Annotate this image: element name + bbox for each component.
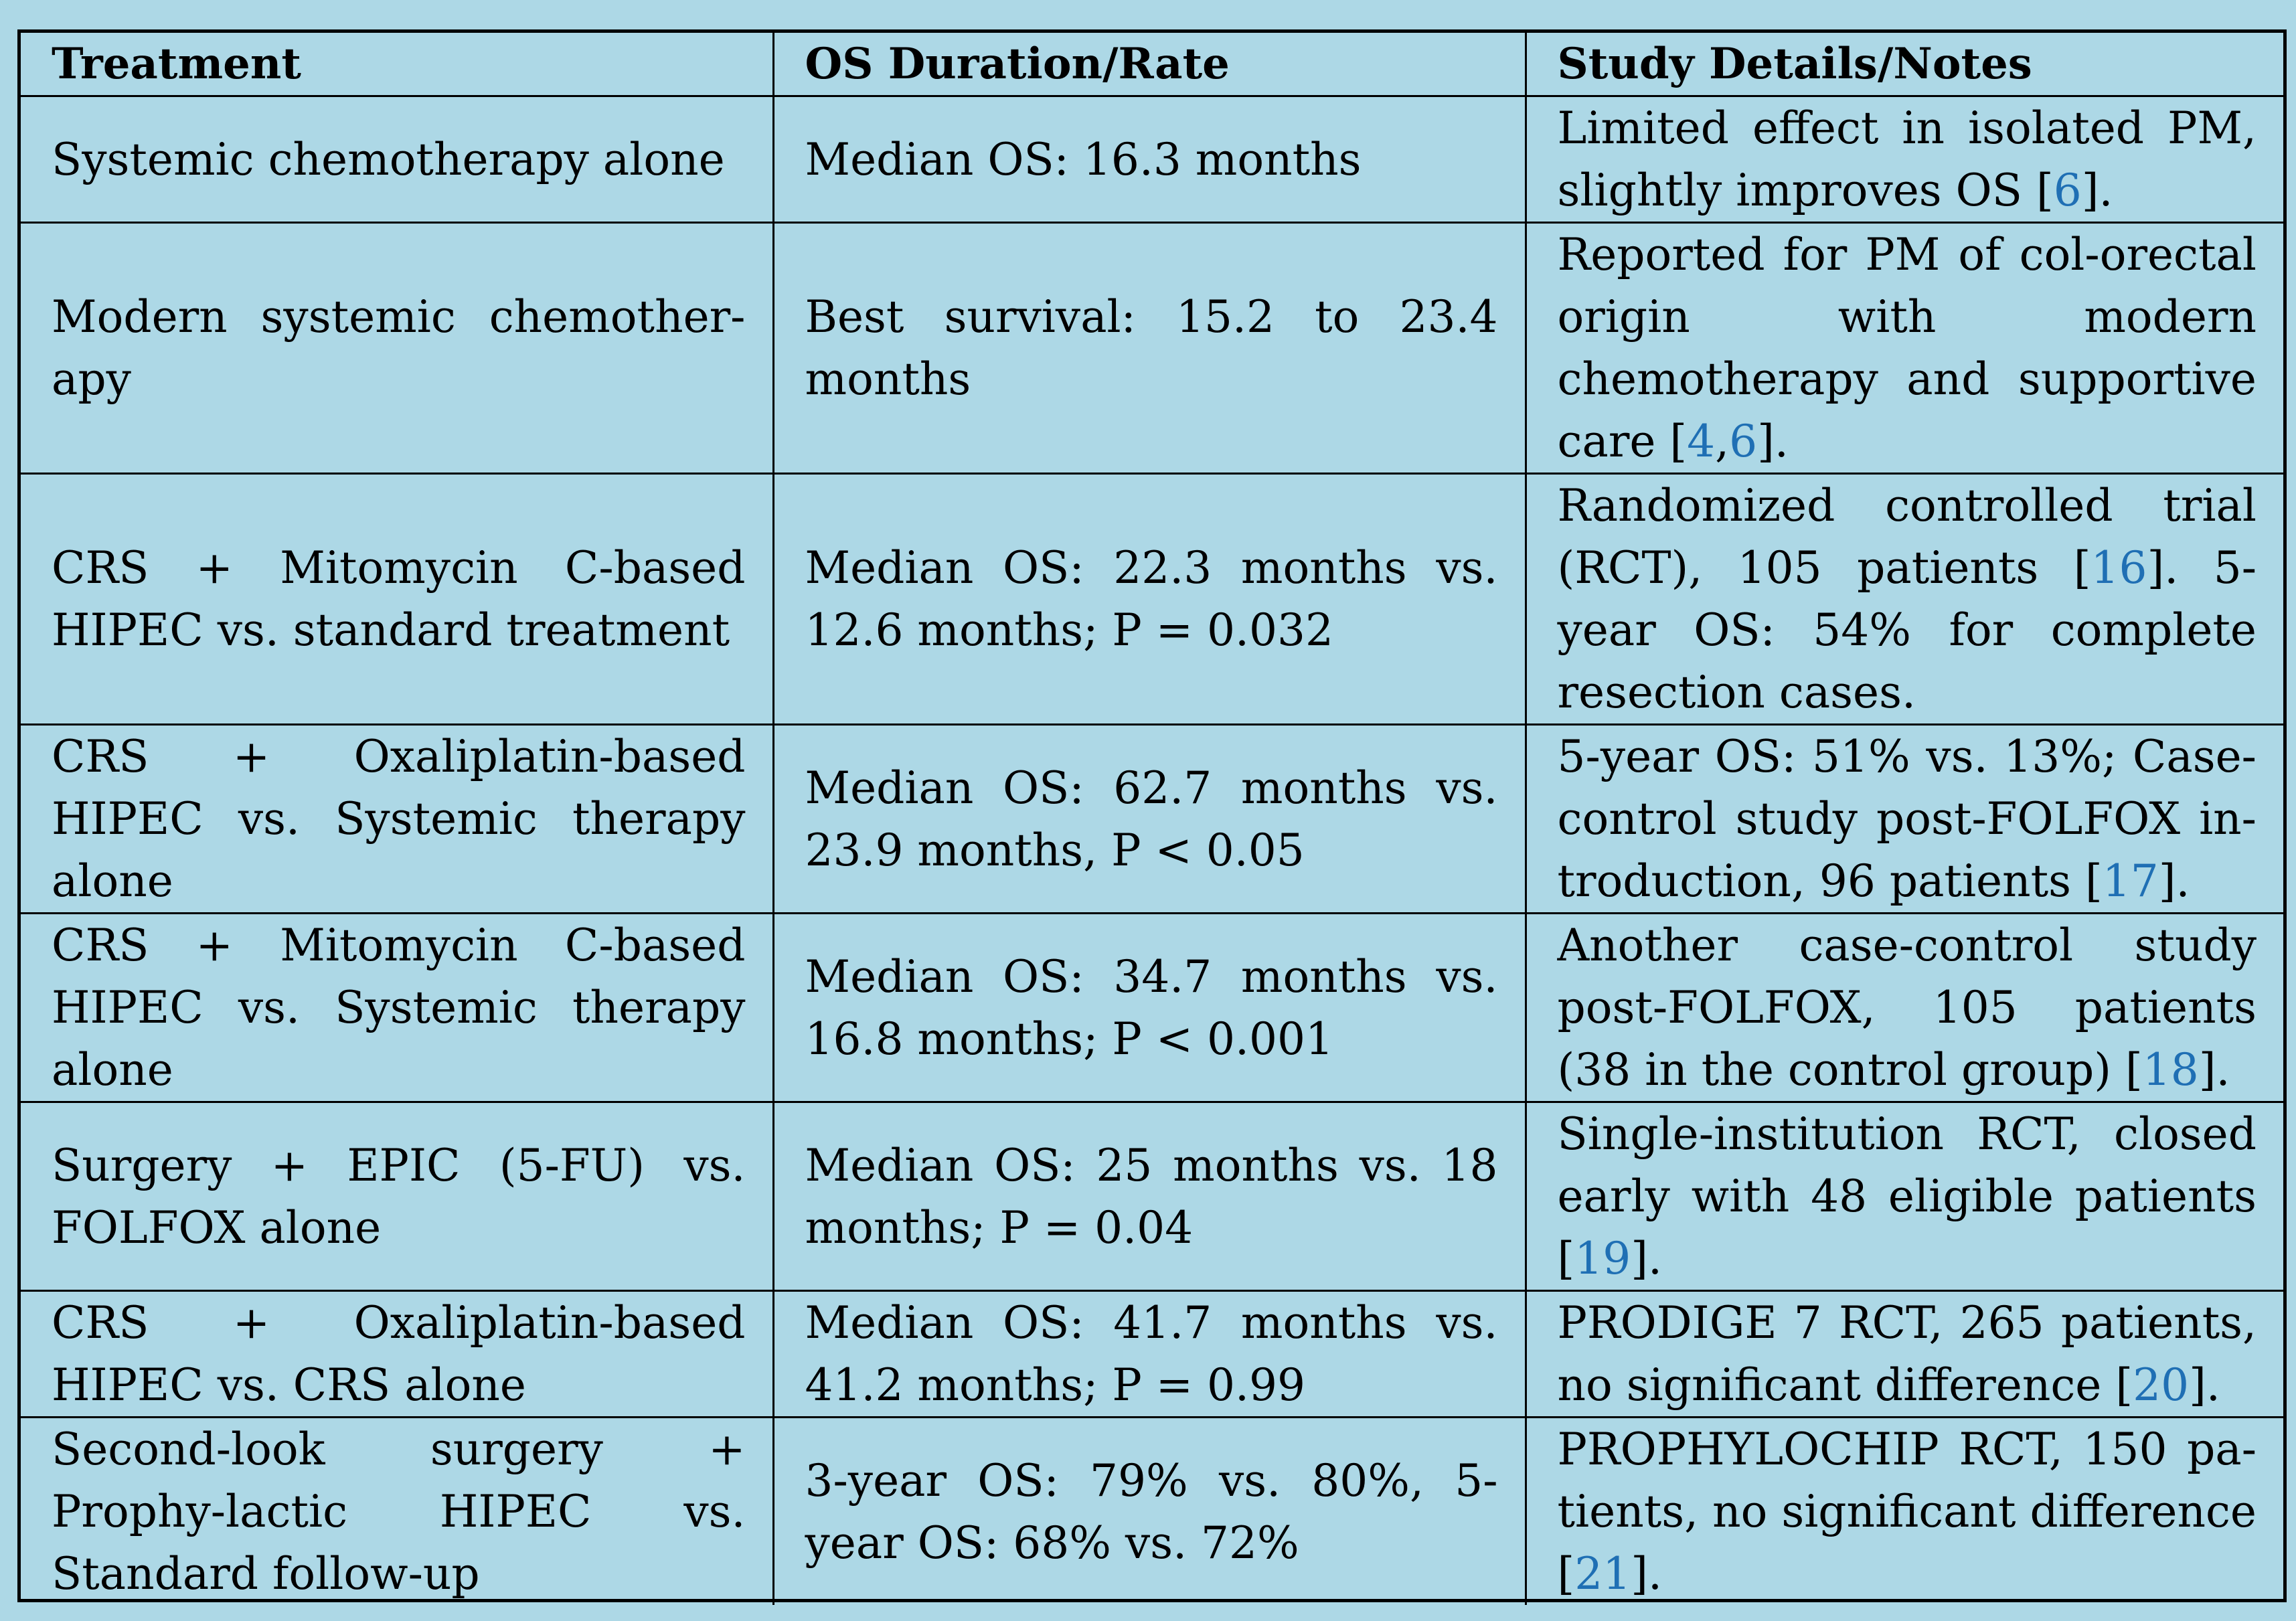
citation-link[interactable]: 17: [2102, 855, 2159, 907]
citation-link[interactable]: 16: [2090, 542, 2147, 594]
os-cell: Median OS: 34.7 months vs. 16.8 months; P < 0.001: [773, 914, 1526, 1102]
table-row: [21, 1291, 2283, 1418]
notes-cell: [1526, 1102, 2283, 1291]
citation-link[interactable]: 19: [1574, 1233, 1631, 1284]
citation-link[interactable]: 21: [1574, 1548, 1631, 1600]
notes-text: PRODIGE 7 RCT, 265 patients, no significant difference [: [1557, 1297, 2257, 1411]
table-row: [21, 725, 2283, 914]
notes-text: Randomized controlled trial (RCT), 105 patients [: [1557, 480, 2257, 594]
citation-link[interactable]: 20: [2133, 1359, 2190, 1411]
os-cell: Median OS: 62.7 months vs. 23.9 months, P < 0.05: [773, 725, 1526, 914]
notes-cell: [1526, 96, 2283, 223]
treatment-cell: CRS + Mitomycin C-based HIPEC vs. standard treatment: [21, 474, 773, 725]
notes-text: PROPHYLOCHIP RCT, 150 pa-tients, no significant difference [: [1557, 1424, 2257, 1600]
citation-link[interactable]: 4: [1687, 416, 1716, 467]
header-row: [21, 33, 2283, 96]
os-cell: Median OS: 16.3 months: [773, 96, 1526, 223]
notes-cell: [1526, 1291, 2283, 1418]
notes-text: 5-year OS: 51% vs. 13%; Case-control study post-FOLFOX in-troduction, 96 patients [: [1557, 731, 2257, 907]
os-cell: Median OS: 41.7 months vs. 41.2 months; P = 0.99: [773, 1291, 1526, 1418]
notes-text: ].: [1757, 416, 1789, 467]
notes-text: ].: [2198, 1044, 2230, 1096]
header-treatment: Treatment: [21, 33, 773, 96]
notes-text: Limited effect in isolated PM, slightly improves OS [: [1557, 102, 2257, 216]
treatment-cell: Second-look surgery + Prophy-lactic HIPEC vs. Standard follow-up: [21, 1418, 773, 1606]
notes-text: ].: [2081, 165, 2113, 216]
table-row: [21, 914, 2283, 1102]
table-row: [21, 1418, 2283, 1606]
notes-text: Another case-control study post-FOLFOX, 105 patients (38 in the control group) [: [1557, 920, 2257, 1096]
notes-text: ].: [2158, 855, 2190, 907]
treatment-cell: CRS + Mitomycin C-based HIPEC vs. Systemic therapy alone: [21, 914, 773, 1102]
table-row: [21, 223, 2283, 474]
notes-cell: [1526, 474, 2283, 725]
treatment-cell: CRS + Oxaliplatin-based HIPEC vs. CRS alone: [21, 1291, 773, 1418]
os-cell: Median OS: 22.3 months vs. 12.6 months; P = 0.032: [773, 474, 1526, 725]
os-cell: Median OS: 25 months vs. 18 months; P = 0.04: [773, 1102, 1526, 1291]
os-cell: Best survival: 15.2 to 23.4 months: [773, 223, 1526, 474]
notes-cell: [1526, 1418, 2283, 1606]
notes-text: Reported for PM of col-orectal origin with modern chemotherapy and supportive care [: [1557, 229, 2257, 467]
treatment-cell: Systemic chemotherapy alone: [21, 96, 773, 223]
notes-text: Single-institution RCT, closed early with 48 eligible patients [: [1557, 1108, 2257, 1284]
treatment-cell: Surgery + EPIC (5-FU) vs. FOLFOX alone: [21, 1102, 773, 1291]
notes-text: ].: [2189, 1359, 2220, 1411]
table-row: [21, 1102, 2283, 1291]
citation-link[interactable]: 6: [2053, 165, 2082, 216]
table-row: [21, 474, 2283, 725]
treatment-os-table: [17, 29, 2287, 1602]
notes-text: ].: [1631, 1233, 1662, 1284]
notes-cell: [1526, 223, 2283, 474]
data-table: [21, 33, 2283, 1605]
table-row: [21, 96, 2283, 223]
treatment-cell: CRS + Oxaliplatin-based HIPEC vs. Systemic therapy alone: [21, 725, 773, 914]
citation-link[interactable]: 6: [1729, 416, 1758, 467]
citation-link[interactable]: 18: [2142, 1044, 2199, 1096]
treatment-cell: Modern systemic chemother-apy: [21, 223, 773, 474]
header-study-details-notes: Study Details/Notes: [1526, 33, 2283, 96]
notes-text: ]. 5-year OS: 54% for complete resection cases.: [1557, 542, 2257, 718]
notes-text: ,: [1715, 416, 1730, 467]
notes-text: ].: [1631, 1548, 1662, 1600]
notes-cell: [1526, 914, 2283, 1102]
header-os-duration-rate: OS Duration/Rate: [773, 33, 1526, 96]
os-cell: 3-year OS: 79% vs. 80%, 5-year OS: 68% vs. 72%: [773, 1418, 1526, 1606]
notes-cell: [1526, 725, 2283, 914]
